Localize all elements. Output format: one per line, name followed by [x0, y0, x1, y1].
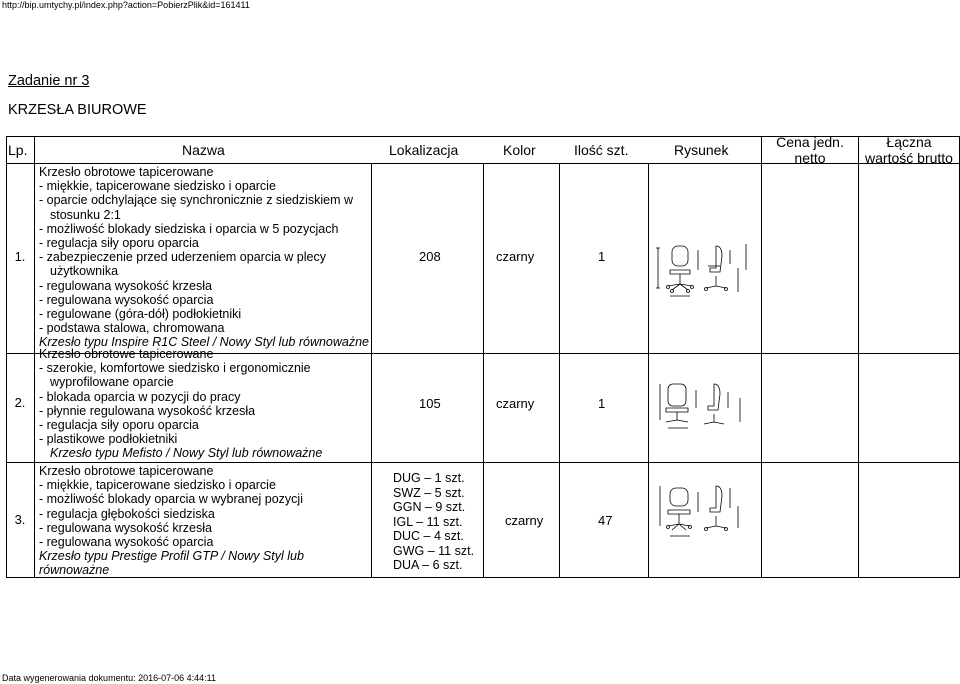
row-1-ilosc: 1 — [598, 249, 606, 264]
row-2-ilosc: 1 — [598, 396, 606, 411]
column-header-lp: Lp. — [8, 142, 28, 158]
task-title: Zadanie nr 3 — [8, 73, 90, 89]
row-2-drawing — [654, 378, 758, 439]
row-1-lp: 1. — [14, 249, 26, 264]
office-chair-drawing-icon — [654, 378, 758, 434]
column-header-kolor: Kolor — [503, 142, 536, 158]
row-1-lokalizacja: 208 — [419, 249, 441, 264]
column-header-cena: Cena jedn. netto — [776, 134, 844, 166]
office-chair-drawing-icon — [654, 482, 758, 540]
column-header-nazwa: Nazwa — [182, 142, 225, 158]
source-url: http://bip.umtychy.pl/index.php?action=PobierzPlik&id=161411 — [2, 0, 250, 10]
row-1-kolor: czarny — [496, 249, 535, 264]
products-table — [6, 136, 960, 578]
row-3-lokalizacja-list: DUG – 1 szt. SWZ – 5 szt. GGN – 9 szt. IGL – 11 szt. DUC – 4 szt. GWG – 11 szt. DUA – 6 szt. — [393, 471, 475, 572]
row-3-lp: 3. — [14, 512, 26, 527]
row-3-description: Krzesło obrotowe tapicerowane - miękkie, tapicerowane siedzisko i oparcie - możliwość blokady oparcia w wybranej pozycji - regulacja głębokości siedziska - regulowana wysokość krzesła - regulowana wysokość oparcia Krzesło typu Prestige Profil GTP / Nowy Styl lub równoważne — [39, 464, 304, 578]
row-2-lp: 2. — [14, 395, 26, 410]
row-2-description: Krzesło obrotowe tapicerowane - szerokie, komfortowe siedzisko i ergonomicznie wyprofilowane oparcie - blokada oparcia w pozycji do pracy - płynnie regulowana wysokość krzesła - regulacja siły oporu oparcia - plastikowe podłokietniki Krzesło typu Mefisto / Nowy Styl lub równoważne — [39, 347, 323, 461]
column-header-ilosc: Ilość szt. — [574, 142, 629, 158]
column-header-lokalizacja: Lokalizacja — [389, 142, 459, 158]
row-3-kolor: czarny — [505, 513, 544, 528]
row-1-description: Krzesło obrotowe tapicerowane - miękkie, tapicerowane siedzisko i oparcie - oparcie odchylające się synchronicznie z siedziskiem w stosunku 2:1 - możliwość blokady siedziska i oparcia w 5 pozycjach - regulacja siły oporu oparcia - zabezpieczenie przed uderzeniem oparcia w plecy użytkownika - regulowana wysokość krzesła - regulowana wysokość oparcia - regulowane (góra-dół) podłokietniki - podstawa stalowa, chromowana Krzesło typu Inspire R1C Steel / Nowy Styl lub równoważne — [39, 165, 370, 350]
generation-date: Data wygenerowania dokumentu: 2016-07-06 4:44:11 — [2, 673, 216, 683]
row-3-drawing — [654, 482, 758, 545]
row-3-ilosc: 47 — [598, 513, 613, 528]
row-2-kolor: czarny — [496, 396, 535, 411]
office-chair-drawing-icon — [654, 240, 758, 304]
column-header-wartosc: Łączna wartość brutto — [865, 134, 953, 166]
category-title: KRZESŁA BIUROWE — [8, 102, 147, 118]
column-header-rysunek: Rysunek — [674, 142, 729, 158]
row-2-lokalizacja: 105 — [419, 396, 441, 411]
row-1-drawing — [654, 240, 758, 309]
